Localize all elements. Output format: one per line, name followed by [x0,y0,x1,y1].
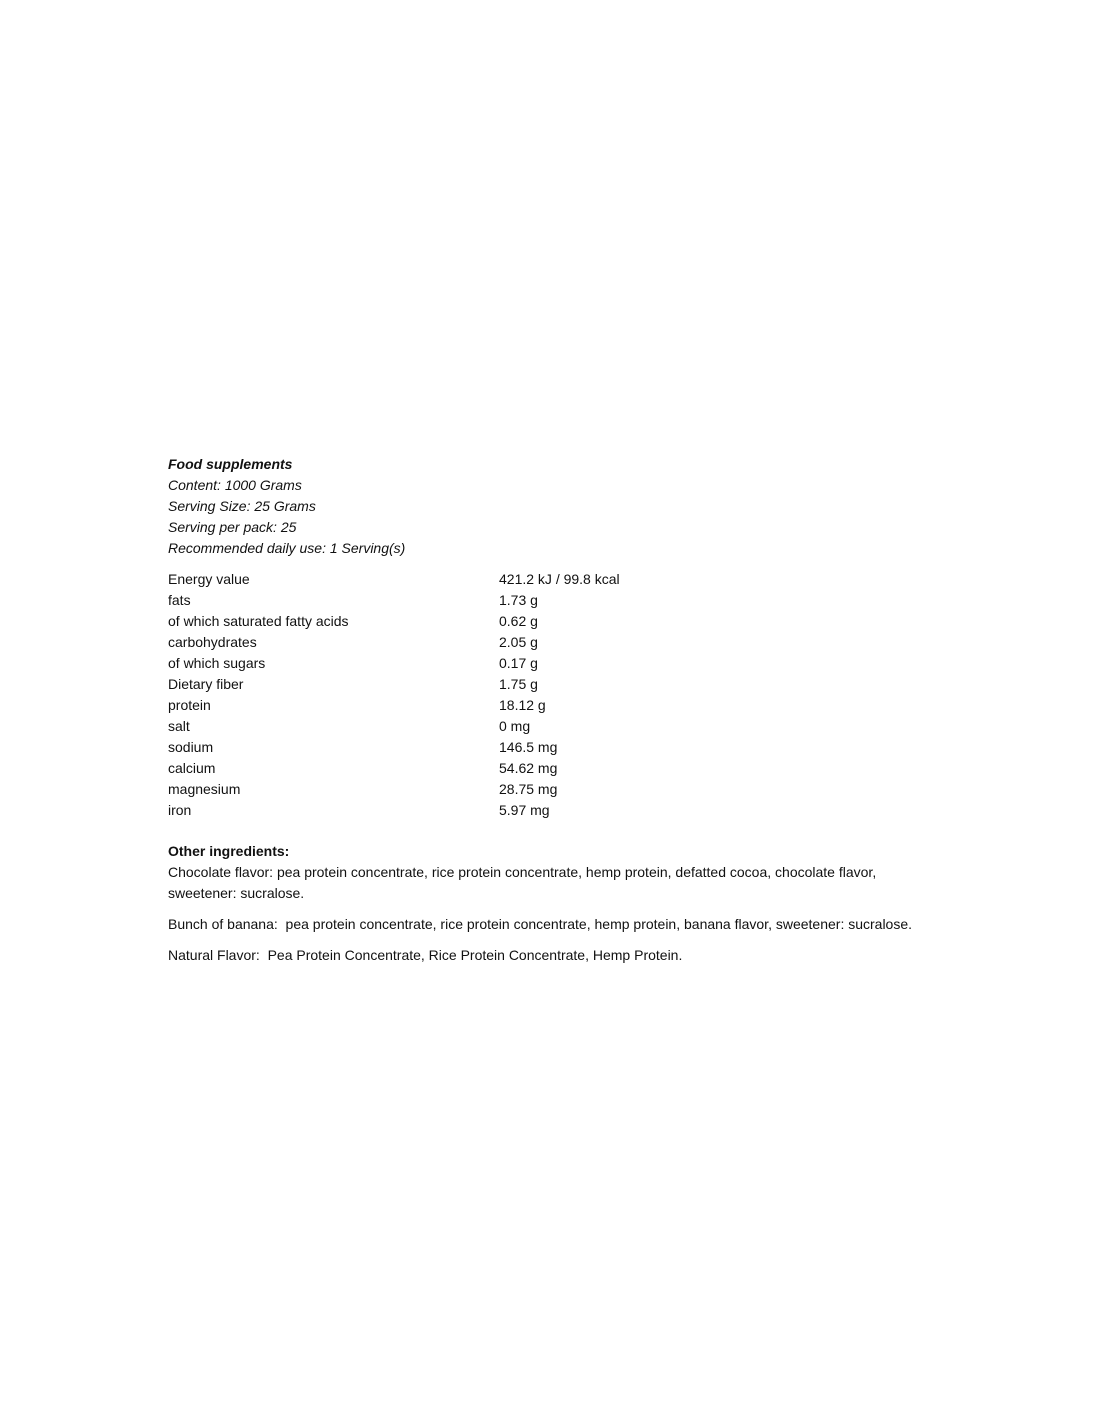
nutrient-name: iron [168,802,192,818]
nutrient-name: fats [168,592,191,608]
nutrient-value: 28.75 mg [499,781,558,797]
nutrient-name: Energy value [168,571,250,587]
nutrition-row [168,653,948,674]
nutrition-row [168,590,948,611]
nutrition-row [168,611,948,632]
nutrient-name: calcium [168,760,216,776]
nutrient-value: 0 mg [499,718,531,734]
nutrition-row [168,695,948,716]
nutrient-name: magnesium [168,781,241,797]
nutrition-table [168,569,948,821]
nutrient-value: 146.5 mg [499,739,558,755]
nutrient-name: Dietary fiber [168,676,244,692]
nutrition-row [168,779,948,800]
ingredients-banana: Bunch of banana: pea protein concentrate, rice protein concentrate, hemp protein, banana flavor, sweetener: sucralose. [168,916,913,932]
nutrient-name: sodium [168,739,214,755]
nutrient-value: 54.62 mg [499,760,558,776]
servings-per-pack: Serving per pack: 25 [168,519,297,535]
other-ingredients-heading: Other ingredients: [168,843,290,859]
nutrition-row [168,569,948,590]
serving-size: Serving Size: 25 Grams [168,498,316,514]
nutrition-row [168,674,948,695]
nutrition-row [168,758,948,779]
nutrient-name: protein [168,697,211,713]
nutrient-name: of which saturated fatty acids [168,613,349,629]
nutrition-row [168,716,948,737]
nutrition-row [168,800,948,821]
nutrient-value: 0.17 g [499,655,538,671]
nutrition-row [168,737,948,758]
nutrient-value: 421.2 kJ / 99.8 kcal [499,571,620,587]
recommended-daily-use: Recommended daily use: 1 Serving(s) [168,540,406,556]
document-title: Food supplements [168,456,293,472]
ingredients-chocolate: Chocolate flavor: pea protein concentrate, rice protein concentrate, hemp protein, defatted cocoa, chocolate flavor, sweetener: sucralose. [168,864,877,901]
nutrition-row [168,632,948,653]
content-amount: Content: 1000 Grams [168,477,302,493]
product-info-document [168,454,948,976]
nutrient-name: carbohydrates [168,634,257,650]
nutrient-value: 18.12 g [499,697,546,713]
nutrient-name: salt [168,718,190,734]
nutrient-value: 1.75 g [499,676,538,692]
ingredients-natural: Natural Flavor: Pea Protein Concentrate, Rice Protein Concentrate, Hemp Protein. [168,947,683,963]
nutrient-value: 0.62 g [499,613,538,629]
nutrient-value: 5.97 mg [499,802,550,818]
nutrient-value: 1.73 g [499,592,538,608]
nutrient-name: of which sugars [168,655,266,671]
nutrient-value: 2.05 g [499,634,538,650]
